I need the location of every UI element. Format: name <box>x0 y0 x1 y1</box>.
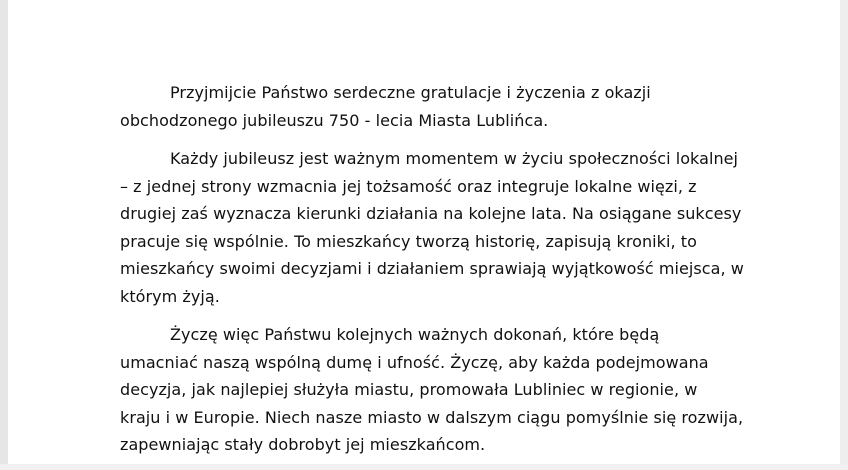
text-line: umacniać naszą wspólną dumę i ufność. Życzę, aby każda podejmowana <box>120 352 709 372</box>
text-line: którym żyją. <box>120 286 220 306</box>
paragraph-jubilee <box>120 145 770 310</box>
text-line: Przyjmijcie Państwo serdeczne gratulacje i życzenia z okazji <box>170 83 651 102</box>
text-line: Każdy jubileusz jest ważnym momentem w życiu społeczności lokalnej <box>170 149 739 168</box>
text-line: – z jednej strony wzmacnia jej tożsamość oraz integruje lokalne więzi, z <box>120 176 697 196</box>
text-line: Życzę więc Państwu kolejnych ważnych dokonań, które będą <box>170 325 660 344</box>
text-line: decyzja, jak najlepiej służyła miastu, promowała Lubliniec w regionie, w <box>120 380 698 399</box>
text-line: drugiej zaś wyznacza kierunki działania na kolejne lata. Na osiągane sukcesy <box>120 204 742 223</box>
text-line: mieszkańcy swoimi decyzjami i działaniem sprawiają wyjątkowość miejsca, w <box>120 259 744 278</box>
text-line: kraju i w Europie. Niech nasze miasto w dalszym ciągu pomyślnie się rozwija, <box>120 407 744 427</box>
letter-body <box>120 79 770 470</box>
paragraph-wishes <box>120 321 770 459</box>
text-line: obchodzonego jubileuszu 750 - lecia Miasta Lublińca. <box>120 110 549 130</box>
text-line: zapewniając stały dobrobyt jej mieszkańcom. <box>120 435 486 454</box>
text-line: pracuje się wspólnie. To mieszkańcy tworzą historię, zapisują kroniki, to <box>120 231 697 251</box>
paragraph-congratulations <box>120 79 770 134</box>
